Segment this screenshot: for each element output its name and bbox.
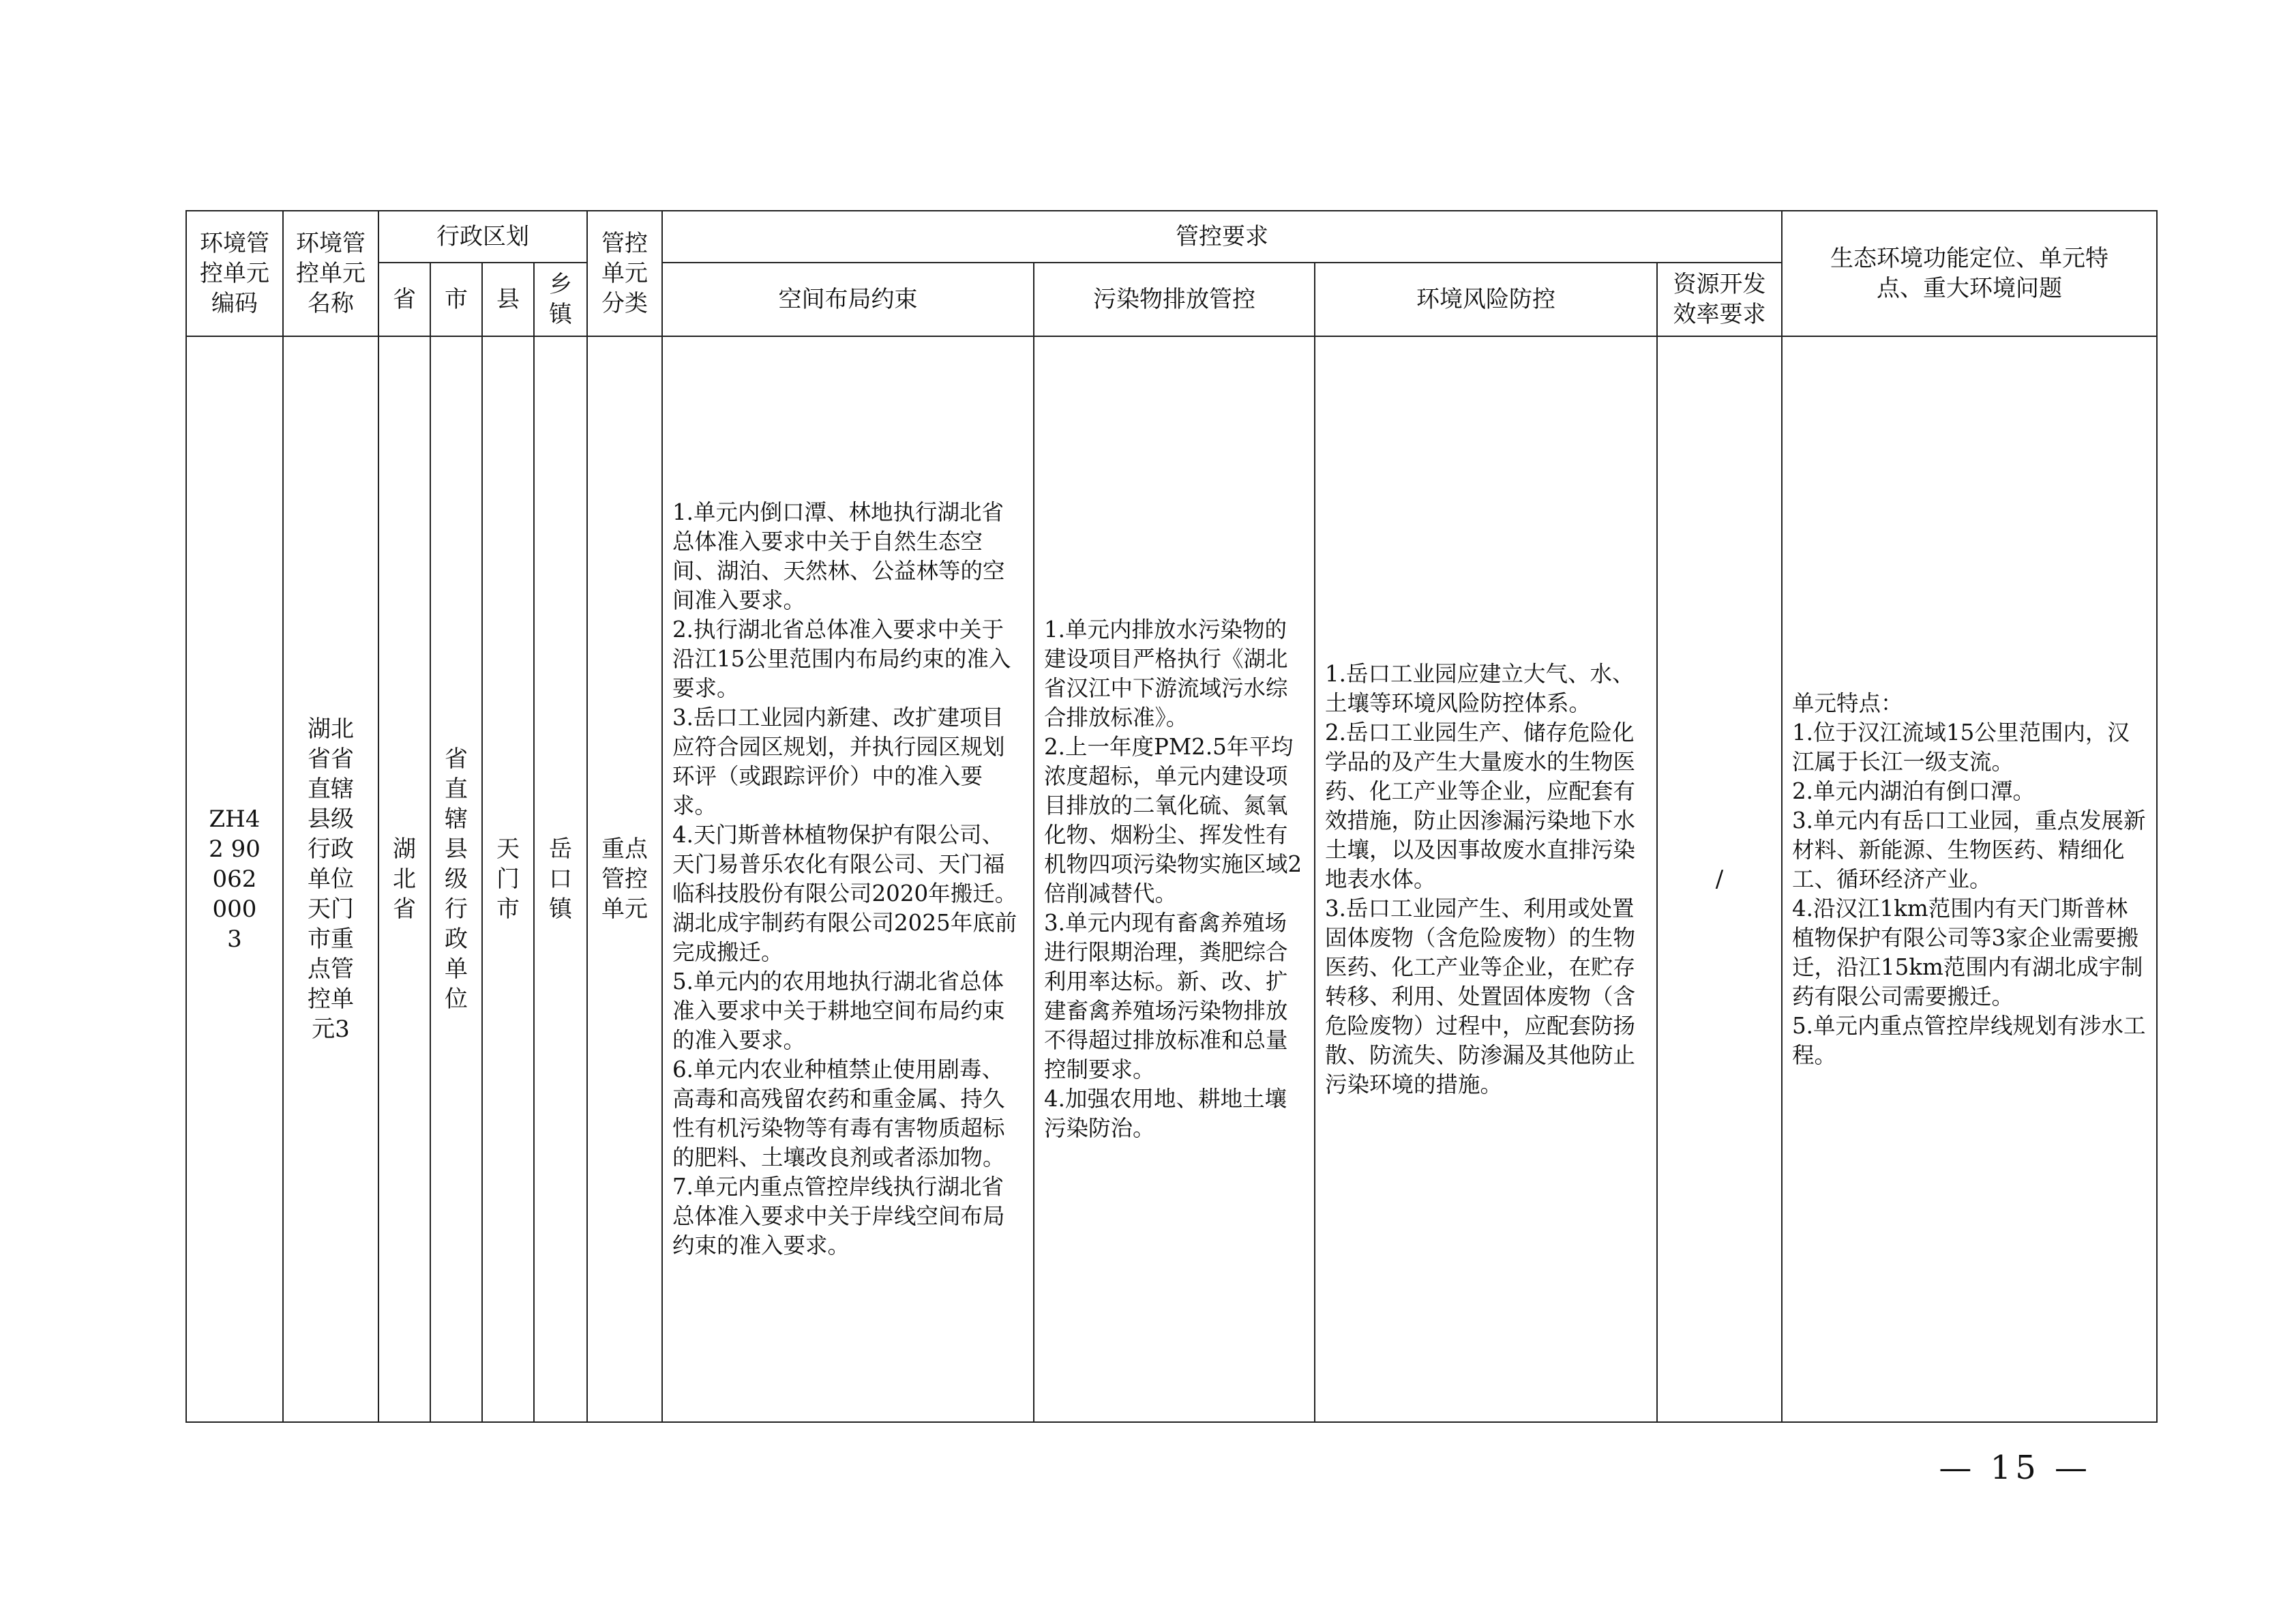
spatial-item: 7.单元内重点管控岸线执行湖北省总体准入要求中关于岸线空间布局约束的准入要求。 [672, 1174, 1005, 1258]
page-number: — 15 — [1939, 1449, 2091, 1487]
spatial-item: 2.执行湖北省总体准入要求中关于沿江15公里范围内布局约束的准入要求。 [672, 617, 1011, 701]
cell-eco-function [1782, 336, 2157, 1422]
header-spatial-constraint: 空间布局约束 [662, 263, 1034, 336]
risk-item: 2.岳口工业园生产、储存危险化学品的及产生大量废水的生物医药、化工产业等企业，应配套有效措施，防止因渗漏污染地下水土壤，以及因事故废水直排污染地表水体。 [1325, 719, 1636, 892]
cell-resource-efficiency: / [1657, 336, 1782, 1422]
eco-item: 2.单元内湖泊有倒口潭。 [1792, 778, 2036, 804]
cell-spatial-constraint [662, 336, 1034, 1422]
header-requirements: 管控要求 [662, 211, 1782, 263]
header-province: 省 [378, 263, 430, 336]
cell-unit-code: ZH42 90062 0003 [186, 336, 283, 1422]
header-pollution-control: 污染物排放管控 [1034, 263, 1315, 336]
control-unit-table [185, 210, 2158, 1423]
pollution-item: 1.单元内排放水污染物的建设项目严格执行《湖北省汉江中下游流域污水综合排放标准》。 [1044, 617, 1288, 730]
header-admin-division: 行政区划 [378, 211, 587, 263]
cell-risk-control [1315, 336, 1657, 1422]
cell-town: 岳口镇 [534, 336, 587, 1422]
header-unit-name: 环境管控单元名称 [283, 211, 378, 336]
risk-item: 3.岳口工业园产生、利用或处置固体废物（含危险废物）的生物医药、化工产业等企业，在贮存转移、利用、处置固体废物（含危险废物）过程中，应配套防扬散、防流失、防渗漏及其他防止污染环境的措施。 [1325, 895, 1636, 1097]
cell-pollution-control [1034, 336, 1315, 1422]
eco-item: 1.位于汉江流域15公里范围内，汉江属于长江一级支流。 [1792, 719, 2130, 775]
eco-item: 单元特点： [1792, 690, 1903, 716]
risk-item: 1.岳口工业园应建立大气、水、土壤等环境风险防控体系。 [1325, 660, 1635, 716]
pollution-item: 2.上一年度PM2.5年平均浓度超标，单元内建设项目排放的二氧化硫、氮氧化物、烟粉尘、挥发性有机物四项污染物实施区域2倍削减替代。 [1044, 734, 1302, 906]
eco-item: 5.单元内重点管控岸线规划有涉水工程。 [1792, 1012, 2146, 1068]
header-unit-class: 管控单元分类 [587, 211, 662, 336]
cell-unit-name: 湖北省省直辖县级行政单位天门市重点管控单元3 [283, 336, 378, 1422]
eco-item: 4.沿汉江1km范围内有天门斯普林植物保护有限公司等3家企业需要搬迁，沿江15km范围内有湖北成宇制药有限公司需要搬迁。 [1792, 895, 2143, 1009]
header-county: 县 [482, 263, 534, 336]
pollution-item: 4.加强农用地、耕地土壤污染防治。 [1044, 1086, 1287, 1141]
header-town: 乡镇 [534, 263, 587, 336]
pollution-item: 3.单元内现有畜禽养殖场进行限期治理，粪肥综合利用率达标。新、改、扩建畜禽养殖场污染物排放不得超过排放标准和总量控制要求。 [1044, 910, 1288, 1082]
header-resource-efficiency: 资源开发效率要求 [1657, 263, 1782, 336]
spatial-item: 4.天门斯普林植物保护有限公司、天门易普乐农化有限公司、天门福临科技股份有限公司2020年搬迁。湖北成宇制药有限公司2025年底前完成搬迁。 [672, 822, 1017, 965]
eco-item: 3.单元内有岳口工业园，重点发展新材料、新能源、生物医药、精细化工、循环经济产业。 [1792, 807, 2146, 892]
cell-unit-class: 重点管控单元 [587, 336, 662, 1422]
spatial-item: 6.单元内农业种植禁止使用剧毒、高毒和高残留农药和重金属、持久性有机污染物等有毒有害物质超标的肥料、土壤改良剂或者添加物。 [672, 1057, 1005, 1170]
header-risk-control: 环境风险防控 [1315, 263, 1657, 336]
spatial-item: 1.单元内倒口潭、林地执行湖北省总体准入要求中关于自然生态空间、湖泊、天然林、公益林等的空间准入要求。 [672, 499, 1005, 613]
header-city: 市 [430, 263, 482, 336]
spatial-item: 3.岳口工业园内新建、改扩建项目应符合园区规划，并执行园区规划环评（或跟踪评价）中的准入要求。 [672, 705, 1005, 818]
cell-province: 湖北省 [378, 336, 430, 1422]
cell-city: 省直辖县级行政单位 [430, 336, 482, 1422]
cell-county: 天门市 [482, 336, 534, 1422]
header-unit-code: 环境管控单元编码 [186, 211, 283, 336]
spatial-item: 5.单元内的农用地执行湖北省总体准入要求中关于耕地空间布局约束的准入要求。 [672, 969, 1005, 1053]
header-eco-function: 生态环境功能定位、单元特点、重大环境问题 [1782, 211, 2157, 336]
